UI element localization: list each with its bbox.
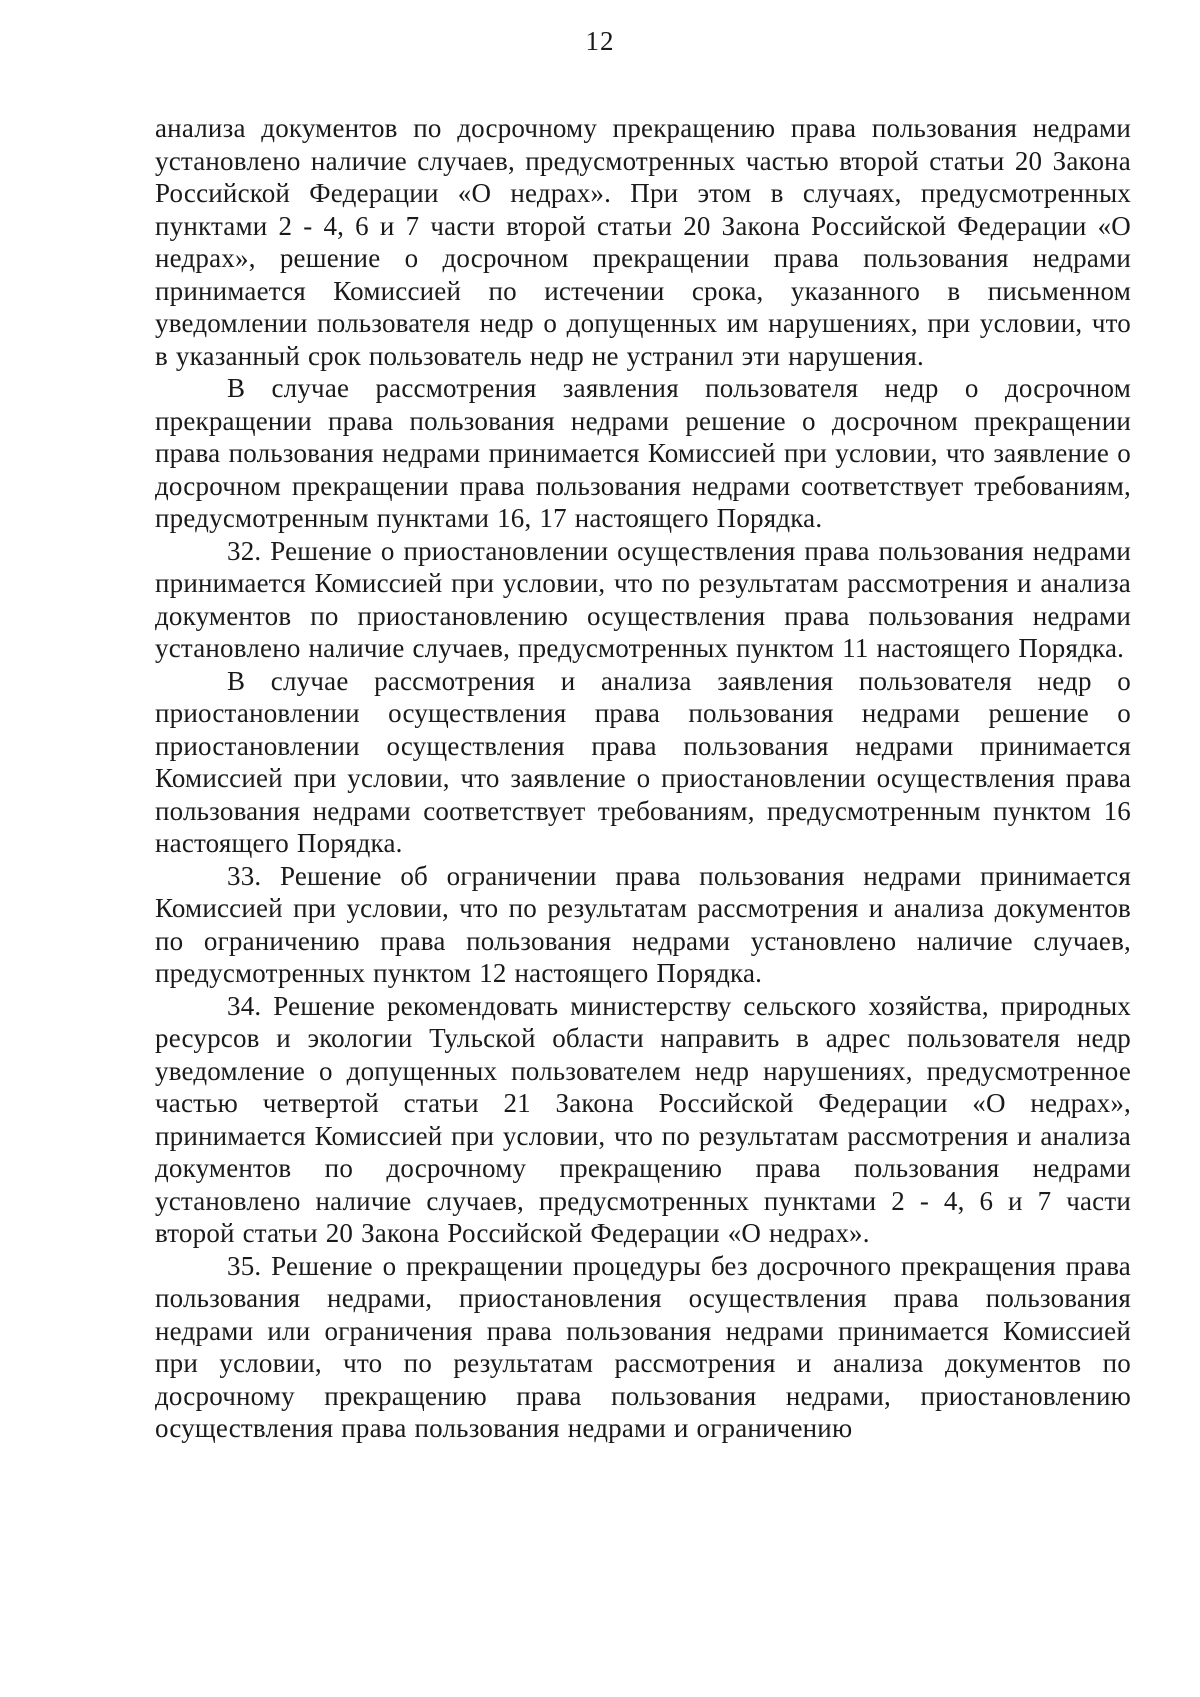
paragraph-clause-34: 34. Решение рекомендовать министерству сельского хозяйства, природных ресурсов и экологии Тульской области направить в адрес пользователя недр уведомление о допущенных пользователем недр нарушениях, предусмотренное частью четвертой статьи 21 Закона Российской Федерации «О недрах», принимается Комиссией при условии, что по результатам рассмотрения и анализа документов по досрочному прекращению права пользования недрами установлено наличие случаев, предусмотренных пунктами 2 - 4, 6 и 7 части второй статьи 20 Закона Российской Федерации «О недрах». bbox=[155, 990, 1131, 1248]
paragraph-suspension-application: В случае рассмотрения и анализа заявления пользователя недр о приостановлении осуществления права пользования недрами решение о приостановлении осуществления права пользования недрами принимается Комиссией при условии, что заявление о приостановлении осуществления права пользования недрами соответствует требованиям, предусмотренным пунктом 16 настоящего Порядка. bbox=[155, 665, 1131, 858]
paragraph-early-termination-application: В случае рассмотрения заявления пользователя недр о досрочном прекращении права пользования недрами решение о досрочном прекращении права пользования недрами принимается Комиссией при условии, что заявление о досрочном прекращении права пользования недрами соответствует требованиям, предусмотренным пунктами 16, 17 настоящего Порядка. bbox=[155, 373, 1131, 533]
document-body bbox=[155, 112, 1131, 1445]
paragraph-clause-35: 35. Решение о прекращении процедуры без досрочного прекращения права пользования недрами, приостановления осуществления права пользования недрами или ограничения права пользования недрами принимается Комиссией при условии, что по результатам рассмотрения и анализа документов по досрочному прекращению права пользования недрами, приостановлению осуществления права пользования недрами и ограничению bbox=[155, 1250, 1131, 1443]
paragraph-clause-32: 32. Решение о приостановлении осуществления права пользования недрами принимается Комиссией при условии, что по результатам рассмотрения и анализа документов по приостановлению осуществления права пользования недрами установлено наличие случаев, предусмотренных пунктом 11 настоящего Порядка. bbox=[155, 535, 1131, 663]
page-number: 12 bbox=[585, 26, 615, 56]
paragraph-clause-33: 33. Решение об ограничении права пользования недрами принимается Комиссией при условии, что по результатам рассмотрения и анализа документов по ограничению права пользования недрами установлено наличие случаев, предусмотренных пунктом 12 настоящего Порядка. bbox=[155, 860, 1131, 988]
paragraph-continuation: анализа документов по досрочному прекращению права пользования недрами установлено наличие случаев, предусмотренных частью второй статьи 20 Закона Российской Федерации «О недрах». При этом в случаях, предусмотренных пунктами 2 - 4, 6 и 7 части второй статьи 20 Закона Российской Федерации «О недрах», решение о досрочном прекращении права пользования недрами принимается Комиссией по истечении срока, указанного в письменном уведомлении пользователя недр о допущенных им нарушениях, при условии, что в указанный срок пользователь недр не устранил эти нарушения. bbox=[155, 113, 1131, 371]
